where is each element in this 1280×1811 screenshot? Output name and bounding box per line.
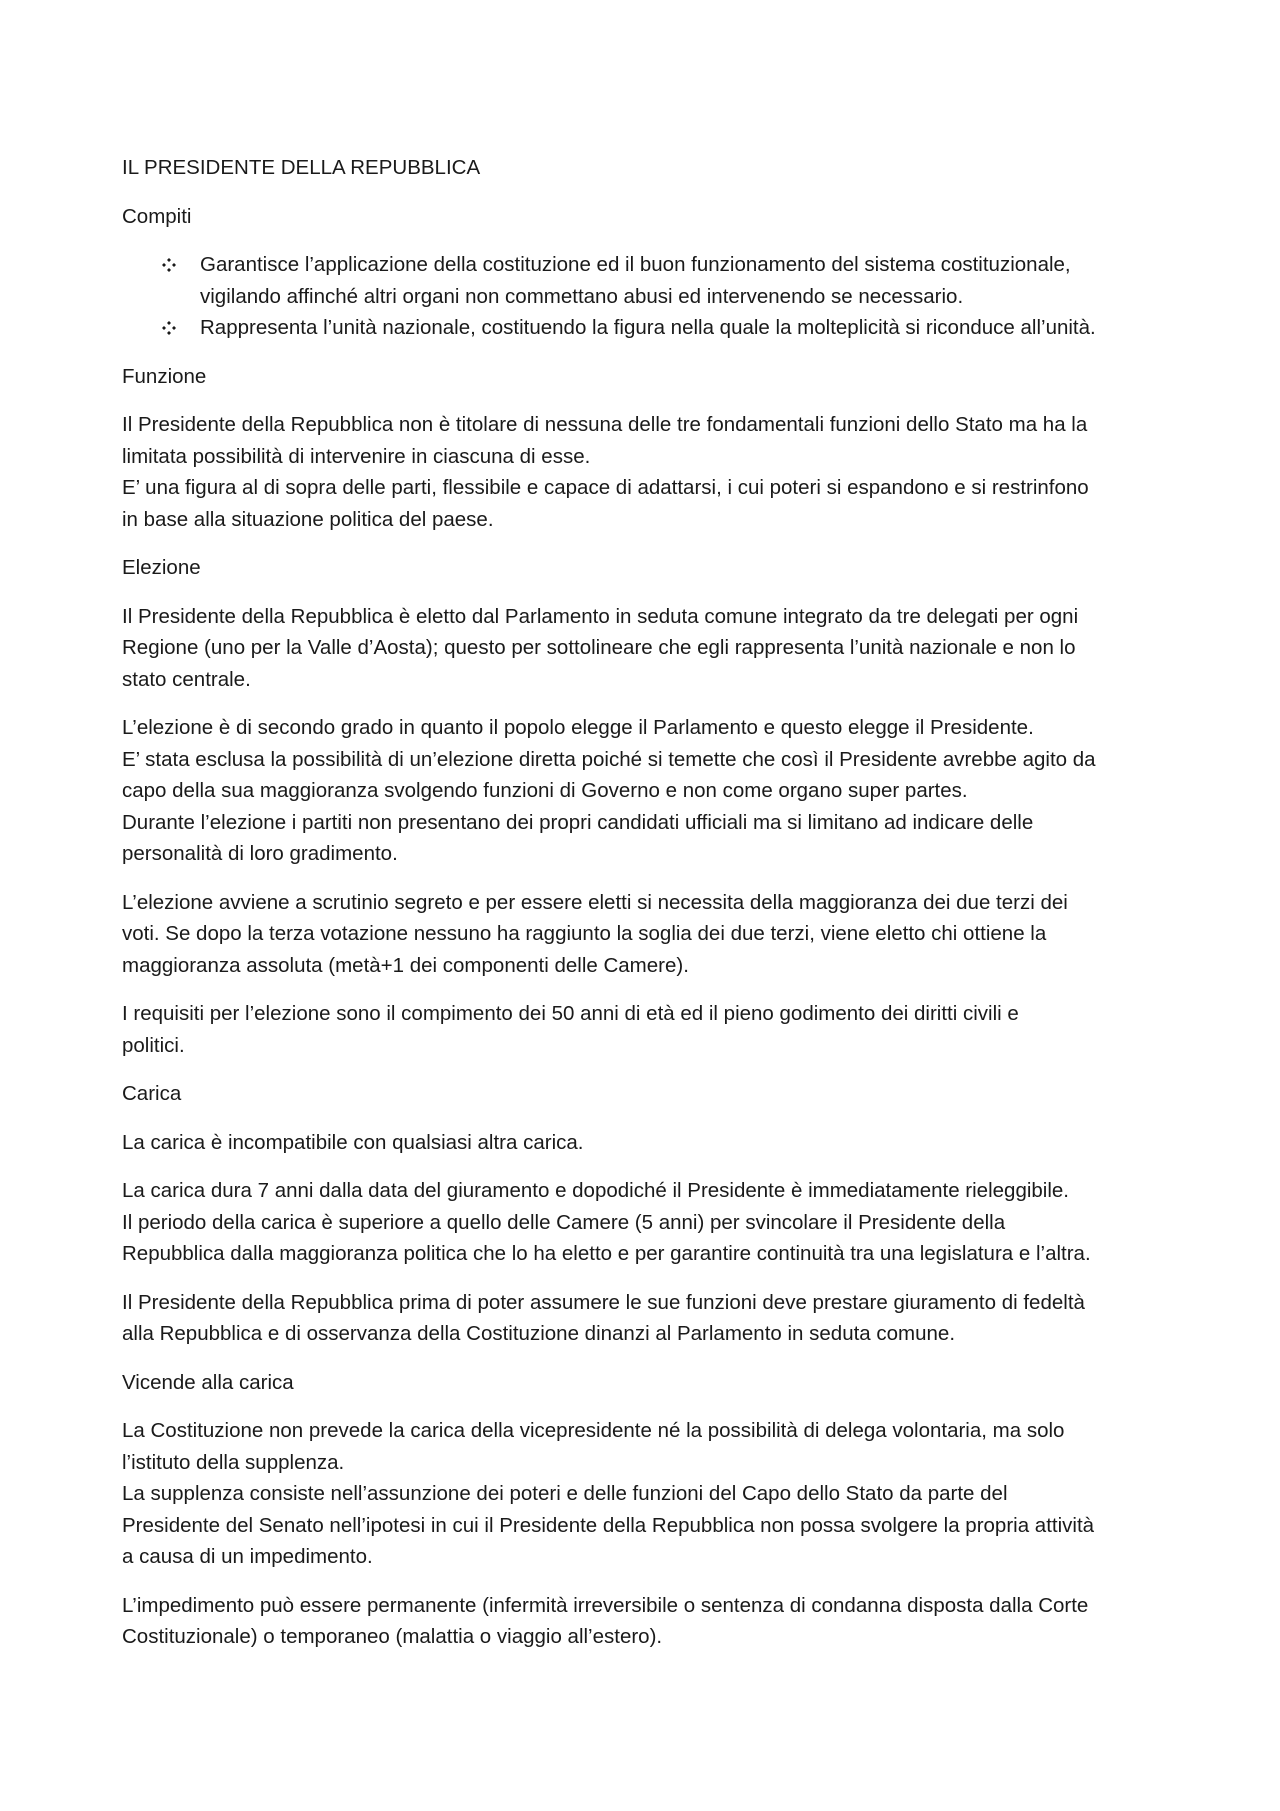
section-heading-vicende: Vicende alla carica	[122, 1370, 294, 1394]
text-line: L’impedimento può essere permanente (infermità irreversibile o sentenza di condanna disposta dalla Corte	[122, 1593, 1089, 1617]
paragraph	[122, 1287, 1167, 1350]
text-line: L’elezione avviene a scrutinio segreto e per essere eletti si necessita della maggioranza dei due terzi dei	[122, 890, 1068, 914]
text-line: Il Presidente della Repubblica non è titolare di nessuna delle tre fondamentali funzioni dello Stato ma ha la	[122, 413, 1088, 436]
section-heading-elezione: Elezione	[122, 556, 201, 579]
text-line: L’elezione è di secondo grado in quanto il popolo elegge il Parlamento e questo elegge il Presidente.	[122, 716, 1034, 739]
text-line: La supplenza consiste nell’assunzione dei poteri e delle funzioni del Capo dello Stato da parte del	[122, 1482, 1008, 1505]
text-line: l’istituto della supplenza.	[122, 1450, 345, 1474]
text-line: in base alla situazione politica del paese.	[122, 507, 494, 531]
text-line: E’ stata esclusa la possibilità di un’elezione diretta poiché si temette che così il Presidente avrebbe agito da	[122, 747, 1096, 771]
paragraph	[122, 1590, 1167, 1653]
text-line: a causa di un impedimento.	[122, 1545, 373, 1568]
text-line: La Costituzione non prevede la carica della vicepresidente né la possibilità di delega volontaria, ma solo	[122, 1419, 1065, 1442]
text-line: La carica è incompatibile con qualsiasi altra carica.	[122, 1130, 584, 1154]
text-line: Regione (uno per la Valle d’Aosta); questo per sottolineare che egli rappresenta l’unità nazionale e non lo	[122, 636, 1076, 659]
text-line: Il Presidente della Repubblica prima di poter assumere le sue funzioni deve prestare giuramento di fedeltà	[122, 1290, 1085, 1314]
diamond-bullet-icon	[162, 258, 176, 272]
text-line: stato centrale.	[122, 667, 251, 691]
text-line: limitata possibilità di intervenire in ciascuna di esse.	[122, 444, 591, 468]
text-line: personalità di loro gradimento.	[122, 842, 398, 865]
text-line: Il Presidente della Repubblica è eletto dal Parlamento in seduta comune integrato da tre delegati per ogni	[122, 604, 1079, 628]
text-line: alla Repubblica e di osservanza della Costituzione dinanzi al Parlamento in seduta comune.	[122, 1322, 956, 1345]
diamond-bullet-icon	[162, 321, 176, 335]
compiti-bullet-list	[122, 249, 1167, 344]
paragraph	[122, 1415, 1167, 1573]
list-item	[122, 312, 1167, 344]
bullet-line: Rappresenta l’unità nazionale, costituendo la figura nella quale la molteplicità si riconduce all’unità.	[200, 316, 1096, 339]
paragraph	[122, 1127, 1167, 1159]
text-line: E’ una figura al di sopra delle parti, flessibile e capace di adattarsi, i cui poteri si espandono e si restrinfono	[122, 476, 1089, 499]
text-line: maggioranza assoluta (metà+1 dei componenti delle Camere).	[122, 953, 689, 977]
text-line: Il periodo della carica è superiore a quello delle Camere (5 anni) per svincolare il Presidente della	[122, 1210, 1006, 1234]
list-item	[122, 249, 1167, 312]
text-line: Presidente del Senato nell’ipotesi in cui il Presidente della Repubblica non possa svolgere la propria attività	[122, 1513, 1095, 1537]
document-title: IL PRESIDENTE DELLA REPUBBLICA	[122, 156, 481, 179]
section-heading-compiti: Compiti	[122, 204, 192, 228]
bullet-line: vigilando affinché altri organi non commettano abusi ed intervenendo se necessario.	[200, 284, 964, 308]
text-line: I requisiti per l’elezione sono il compimento dei 50 anni di età ed il pieno godimento dei diritti civili e	[122, 1002, 1019, 1025]
section-heading-carica: Carica	[122, 1082, 182, 1105]
document-body	[122, 152, 1167, 1670]
text-line: capo della sua maggioranza svolgendo funzioni di Governo e non come organo super partes.	[122, 779, 968, 802]
paragraph	[122, 998, 1167, 1061]
text-line: politici.	[122, 1033, 185, 1057]
paragraph	[122, 887, 1167, 982]
text-line: La carica dura 7 anni dalla data del giuramento e dopodiché il Presidente è immediatamente rieleggibile.	[122, 1179, 1070, 1202]
text-line: Repubblica dalla maggioranza politica che lo ha eletto e per garantire continuità tra una legislatura e l’altra.	[122, 1242, 1091, 1265]
paragraph	[122, 409, 1167, 535]
text-line: Costituzionale) o temporaneo (malattia o viaggio all’estero).	[122, 1625, 663, 1648]
paragraph	[122, 712, 1167, 870]
paragraph	[122, 1175, 1167, 1270]
text-line: voti. Se dopo la terza votazione nessuno ha raggiunto la soglia dei due terzi, viene eletto chi ottiene la	[122, 922, 1047, 945]
text-line: Durante l’elezione i partiti non presentano dei propri candidati ufficiali ma si limitano ad indicare delle	[122, 810, 1034, 834]
paragraph	[122, 601, 1167, 696]
bullet-line: Garantisce l’applicazione della costituzione ed il buon funzionamento del sistema costituzionale,	[200, 253, 1071, 276]
section-heading-funzione: Funzione	[122, 364, 207, 388]
